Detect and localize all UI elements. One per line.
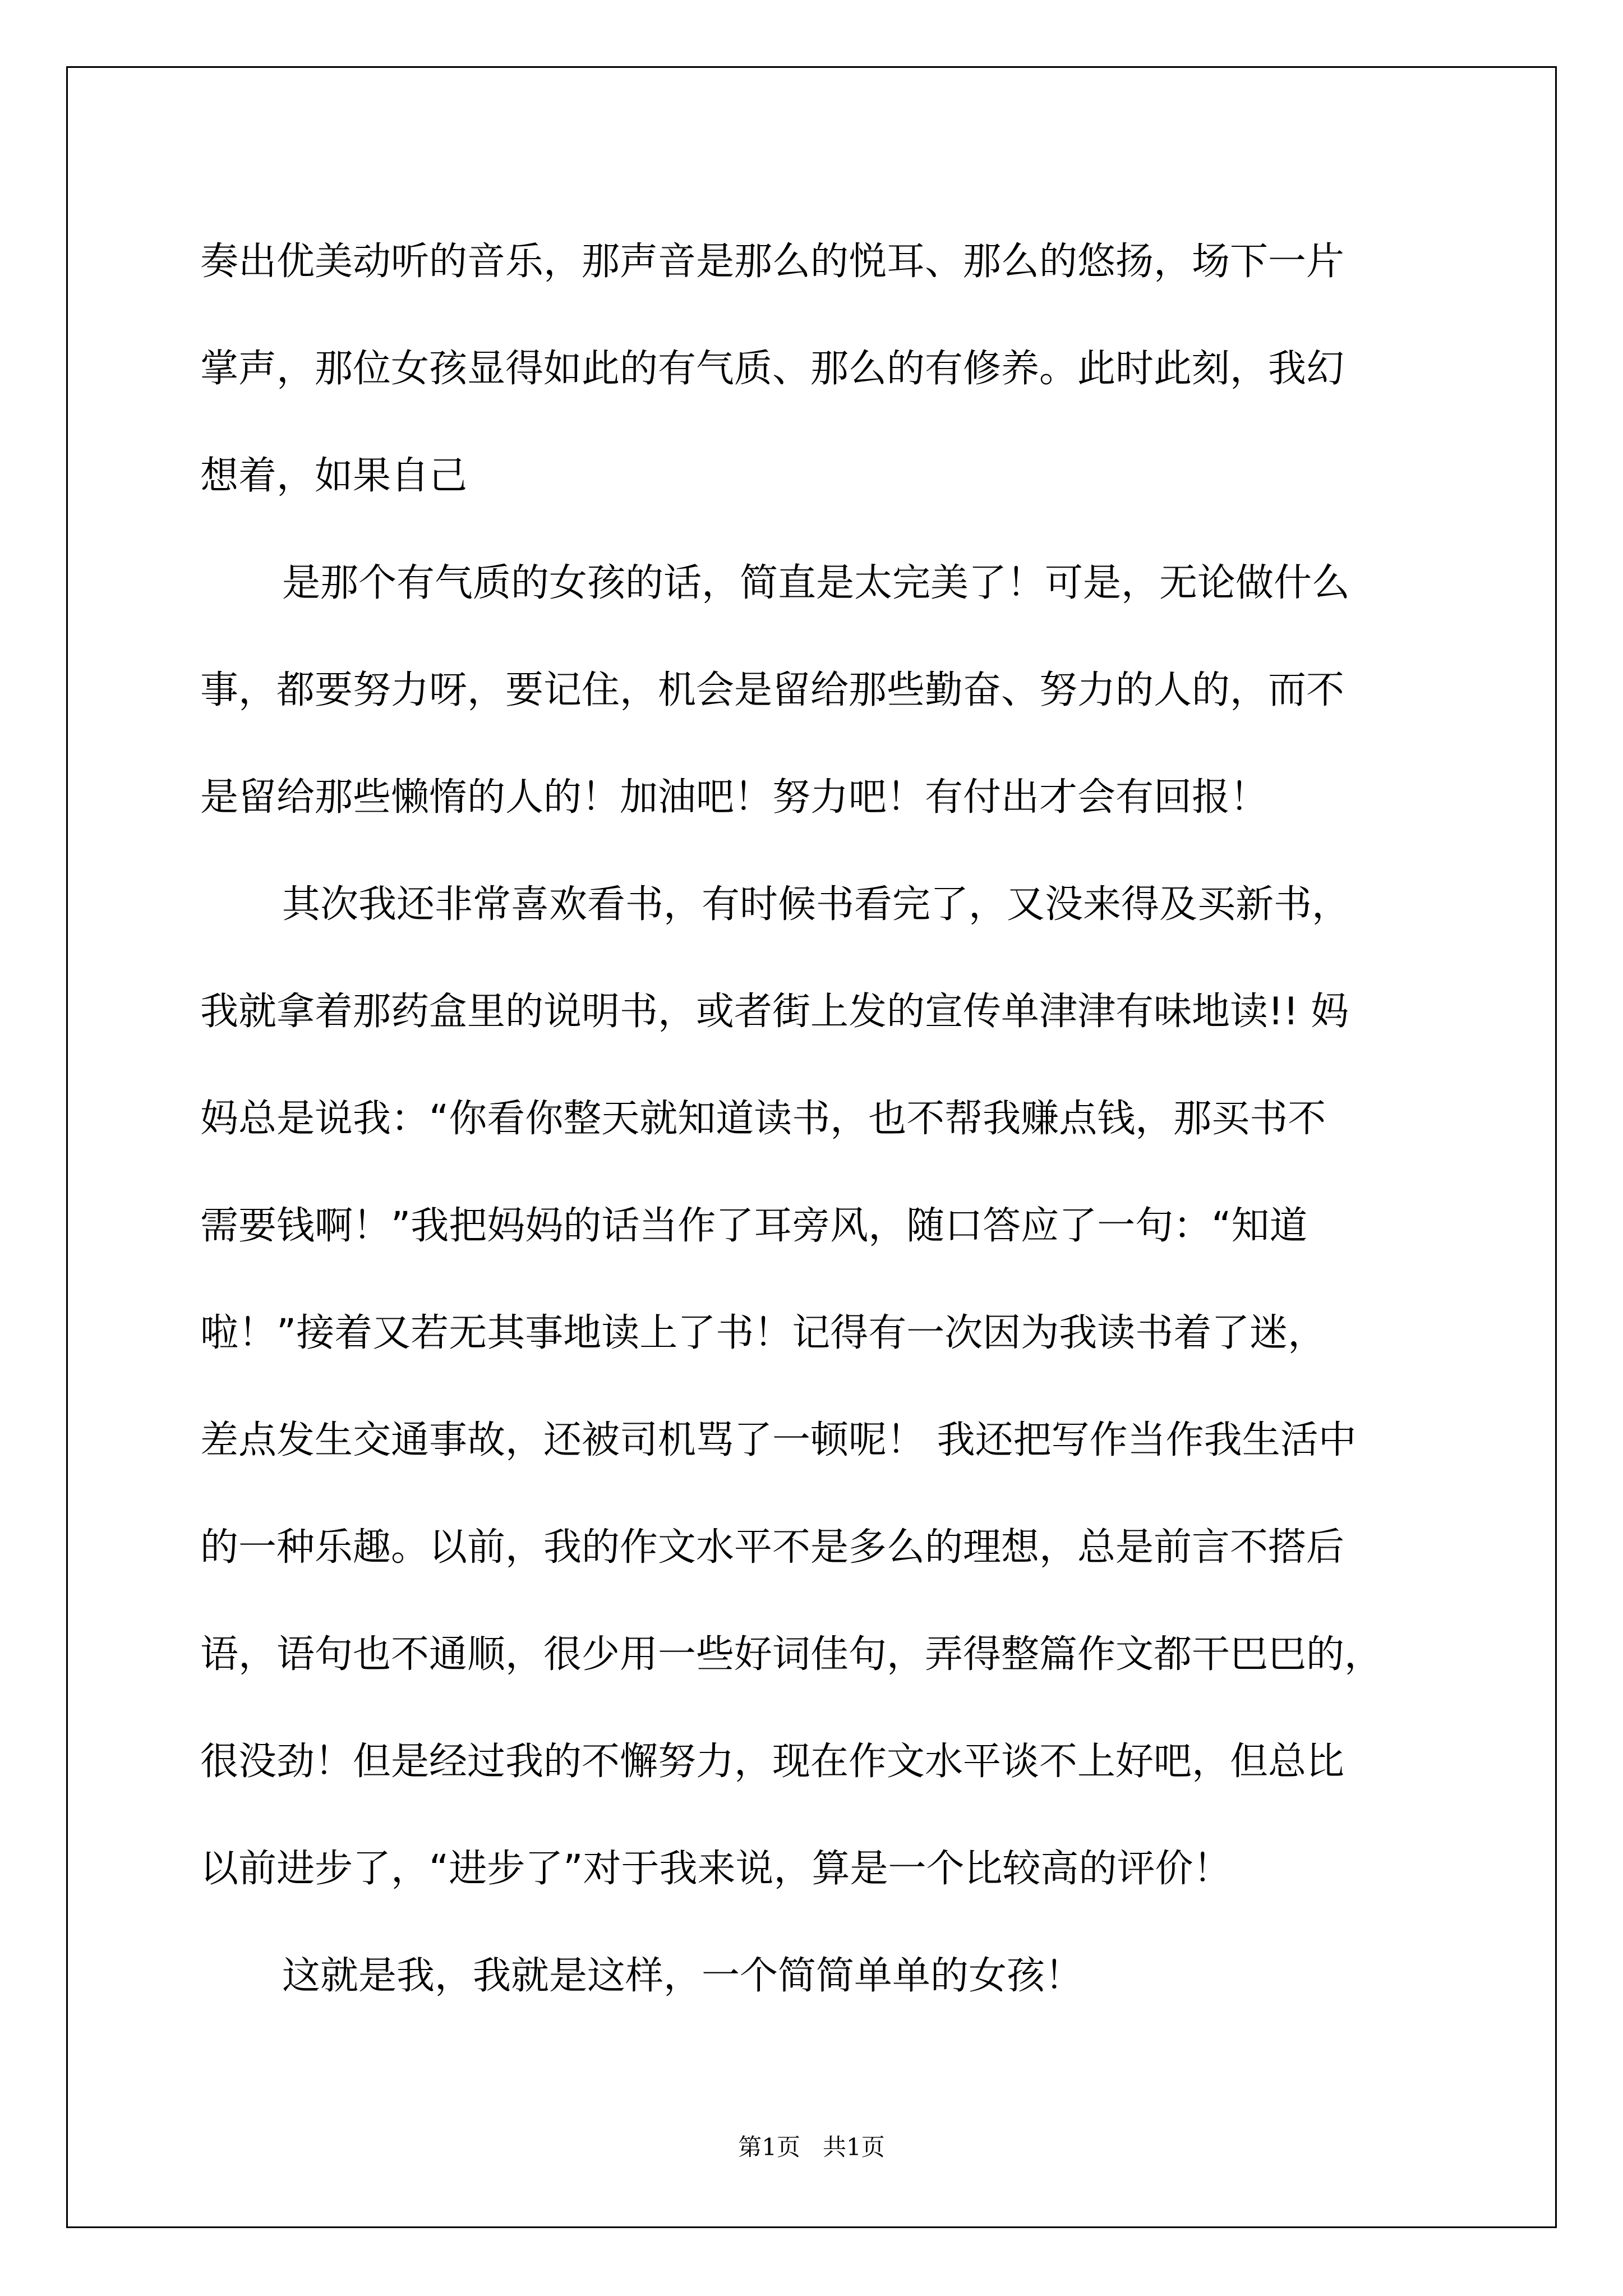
text-line: 这就是我，我就是这样，一个简简单单的女孩！ [282, 1954, 1083, 1998]
text-line: 想着，如果自己 [200, 454, 468, 498]
text-line: 语，语句也不通顺，很少用一些好词佳句，弄得整篇作文都干巴巴的， [200, 1632, 1383, 1677]
text-line: 掌声，那位女孩显得如此的有气质、那么的有修养。此时此刻，我幻 [200, 347, 1345, 391]
text-line: 是那个有气质的女孩的话，简直是太完美了！可是，无论做什么 [282, 561, 1350, 605]
text-line: 事，都要努力呀，要记住，机会是留给那些勤奋、努力的人的，而不 [200, 668, 1345, 712]
text-line: 啦！”接着又若无其事地读上了书！记得有一次因为我读书着了迷， [200, 1311, 1326, 1355]
text-line: 其次我还非常喜欢看书，有时候书看完了，又没来得及买新书， [282, 882, 1350, 927]
text-line: 妈总是说我：“你看你整天就知道读书，也不帮我赚点钱，那买书不 [200, 1097, 1326, 1141]
text-line: 以前进步了，“进步了”对于我来说，算是一个比较高的评价！ [200, 1847, 1232, 1891]
text-line: 奏出优美动听的音乐，那声音是那么的悦耳、那么的悠扬，场下一片 [200, 240, 1345, 284]
text-line: 差点发生交通事故，还被司机骂了一顿呢！ 我还把写作当作我生活中 [200, 1418, 1357, 1462]
text-line: 我就拿着那药盒里的说明书，或者街上发的宣传单津津有味地读!! 妈 [200, 990, 1349, 1034]
page-number-footer: 第1页 共1页 [738, 2133, 885, 2161]
text-line: 需要钱啊！”我把妈妈的话当作了耳旁风，随口答应了一句：“知道 [200, 1204, 1308, 1248]
text-line: 很没劲！但是经过我的不懈努力，现在作文水平谈不上好吧，但总比 [200, 1740, 1345, 1784]
text-line: 的一种乐趣。以前，我的作文水平不是多么的理想，总是前言不搭后 [200, 1525, 1345, 1570]
document-body [200, 208, 1434, 2030]
text-line: 是留给那些懒惰的人的！加油吧！努力吧！有付出才会有回报！ [200, 775, 1269, 820]
